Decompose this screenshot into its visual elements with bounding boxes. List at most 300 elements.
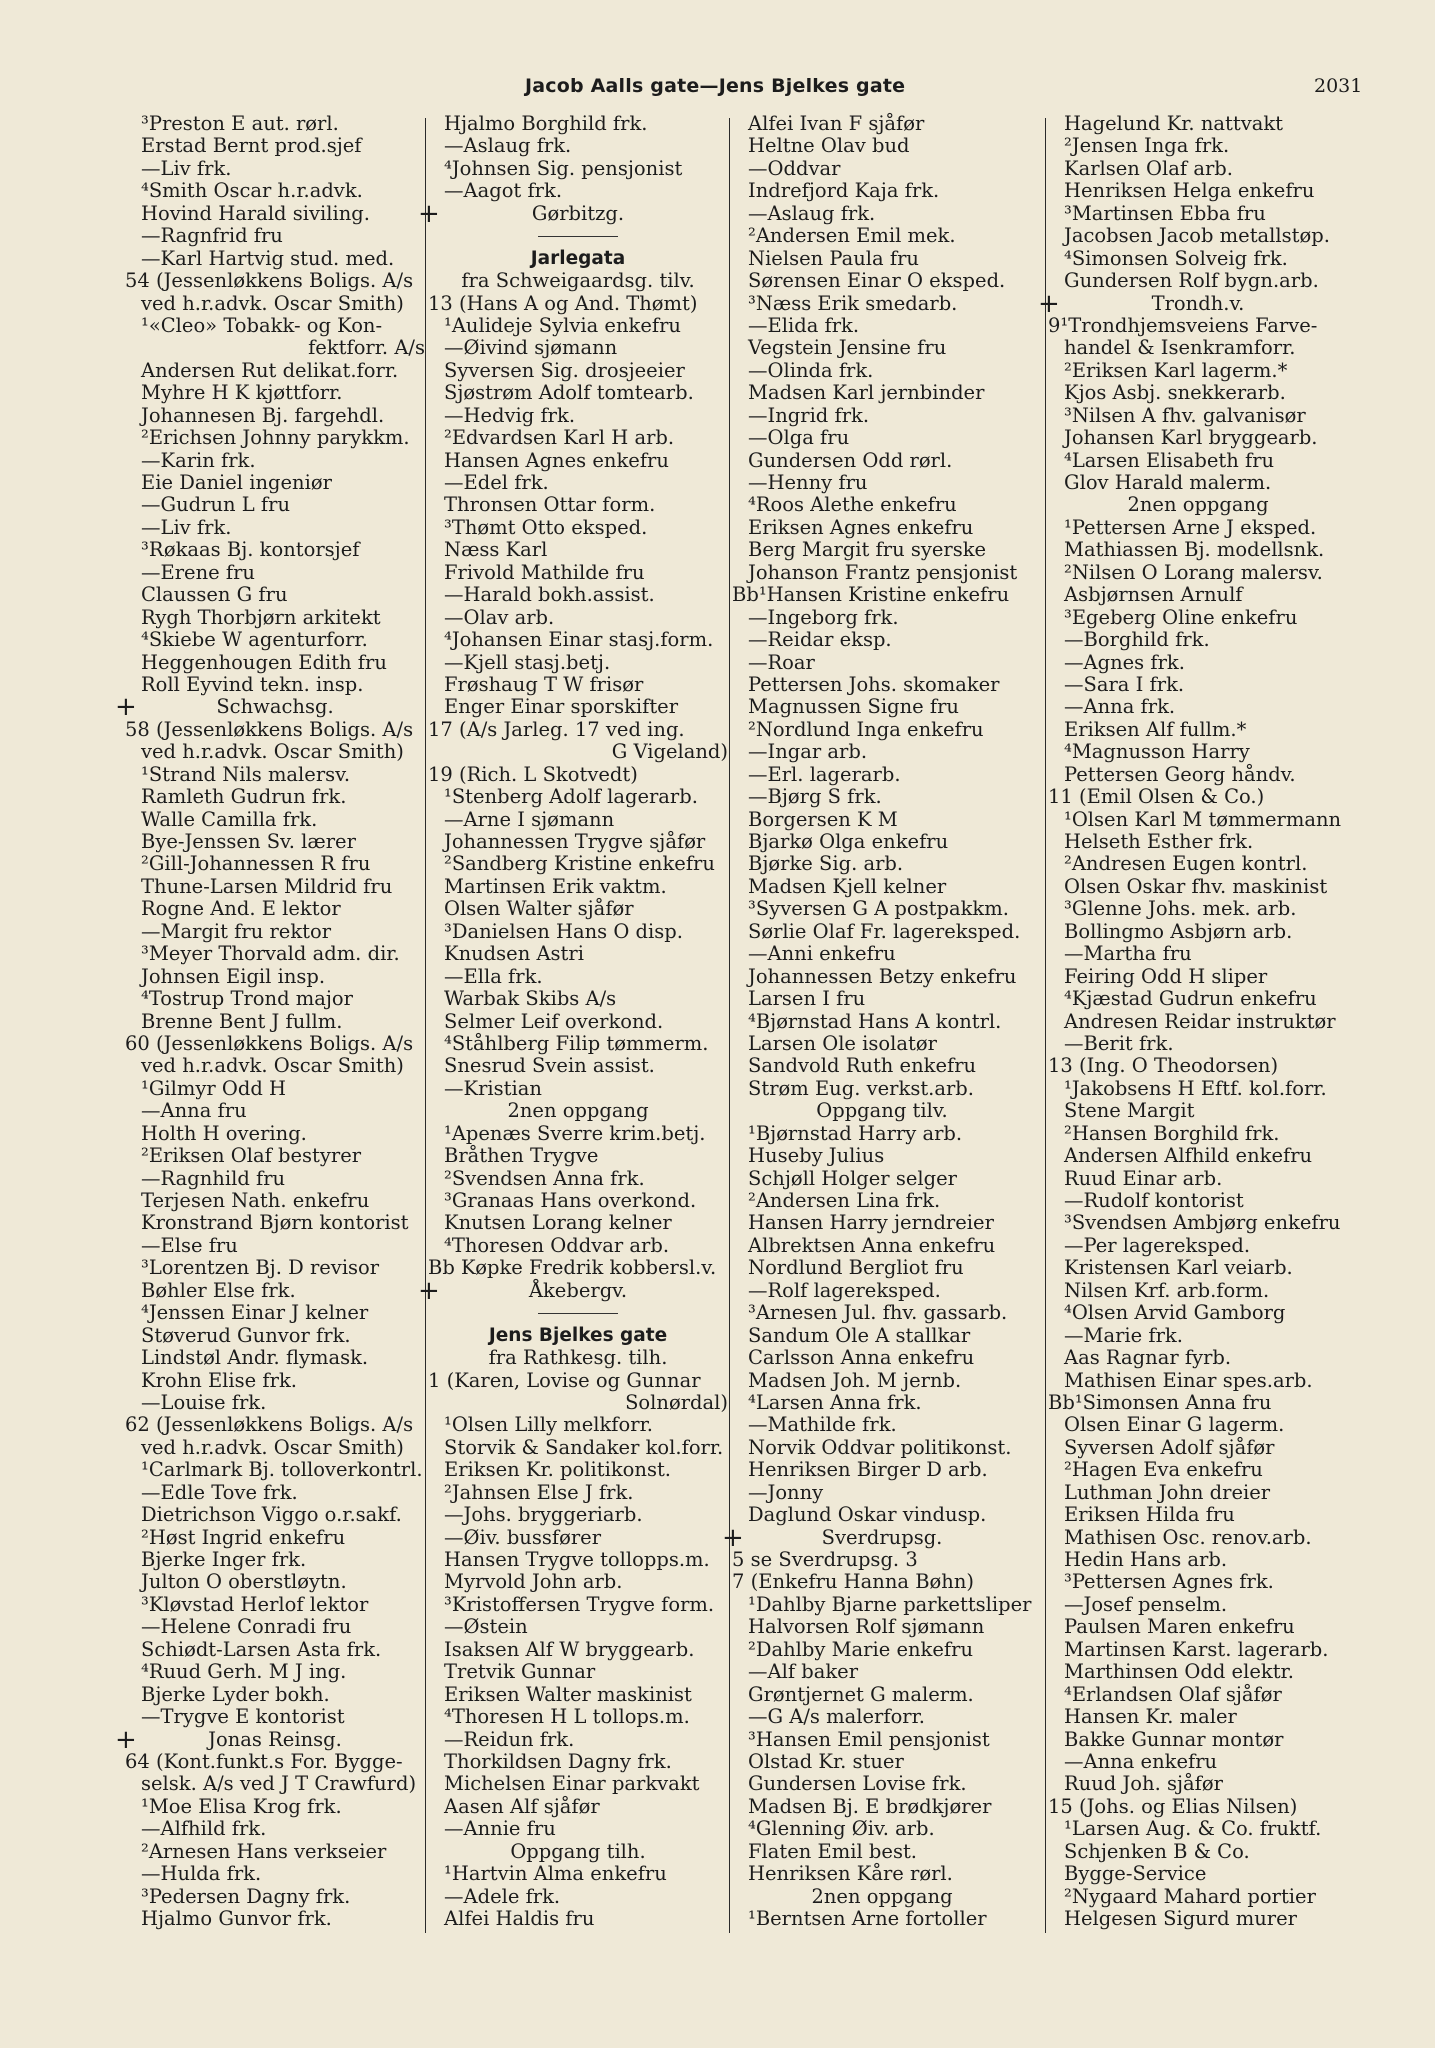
directory-entry: Kjos Asbj. snekkerarb. xyxy=(1064,381,1286,405)
directory-entry: —Olga fru xyxy=(748,426,850,450)
directory-entry: —Mathilde frk. xyxy=(748,1413,897,1437)
directory-entry: ³Røkaas Bj. kontorsjef xyxy=(141,538,360,562)
directory-entry: Ramleth Gudrun frk. xyxy=(141,785,347,809)
directory-entry: Sandum Ole A stallkar xyxy=(748,1323,971,1347)
directory-entry: Michelsen Einar parkvakt xyxy=(444,1772,700,1796)
directory-entry: —Erene fru xyxy=(141,560,255,584)
directory-entry: ²Sandberg Kristine enkefru xyxy=(444,852,715,876)
directory-entry: ⁴Skiebe W agenturforr. xyxy=(141,628,368,652)
directory-entry: Holth H overing. xyxy=(141,1121,307,1145)
directory-entry: Schjøll Holger selger xyxy=(748,1166,957,1190)
directory-entry: —Edle Tove frk. xyxy=(141,1480,298,1504)
directory-entry: Kristensen Karl veiarb. xyxy=(1064,1256,1293,1280)
directory-entry: Krohn Elise frk. xyxy=(141,1368,297,1392)
directory-entry: Pettersen Johs. skomaker xyxy=(748,672,1000,696)
directory-entry: Bye-Jenssen Sv. lærer xyxy=(141,830,356,853)
directory-entry: ³Syversen G A postpakkm. xyxy=(748,897,1009,921)
directory-entry: Bb¹Simonsen Anna fru xyxy=(1048,1390,1272,1414)
directory-entry: —Agnes frk. xyxy=(1064,650,1185,674)
directory-entry: ³Nilsen A fhv. galvanisør xyxy=(1064,403,1306,427)
directory-entry: ⁴Thoresen Oddvar arb. xyxy=(444,1233,670,1257)
directory-entry: Johannesen Bj. fargehdl. xyxy=(141,403,385,427)
directory-entry: Thronsen Ottar form. xyxy=(444,493,656,517)
directory-column-1 xyxy=(115,112,425,1930)
directory-entry: ¹Bjørnstad Harry arb. xyxy=(748,1121,963,1145)
directory-entry: Magnussen Signe fru xyxy=(748,695,959,719)
directory-entry: 17 (A/s Jarleg. 17 ved ing. xyxy=(428,717,685,741)
directory-entry: Henriksen Birger D arb. xyxy=(748,1458,988,1482)
directory-entry: Snesrud Svein assist. xyxy=(444,1054,655,1078)
directory-entry: Frivold Mathilde fru xyxy=(444,560,645,584)
directory-entry: Alfei Haldis fru xyxy=(444,1907,595,1930)
cross-icon: + xyxy=(115,692,137,723)
directory-entry: ⁴Thoresen H L tollops.m. xyxy=(444,1705,690,1729)
cross-icon: + xyxy=(722,1522,744,1553)
column-rule xyxy=(1045,118,1046,1933)
directory-entry: —Annie fru xyxy=(444,1817,556,1841)
directory-entry: 9¹Trondhjemsveiens Farve- xyxy=(1048,313,1318,337)
cross-icon: + xyxy=(1038,288,1060,319)
directory-entry: Ruud Einar arb. xyxy=(1064,1166,1223,1190)
directory-entry: 54 (Jessenløkkens Boligs. A/s xyxy=(125,269,414,293)
directory-entry: Feiring Odd H sliper xyxy=(1064,964,1268,988)
cross-street-name: Schwachsg. xyxy=(216,695,334,719)
directory-entry: —Jonny xyxy=(748,1480,824,1504)
directory-entry: Sørensen Einar O eksped. xyxy=(748,269,1006,293)
directory-entry: ⁴Larsen Anna frk. xyxy=(748,1390,922,1414)
directory-entry: ⁴Ruud Gerh. M J ing. xyxy=(141,1660,347,1684)
directory-entry: ²Jensen Inga frk. xyxy=(1064,134,1230,158)
directory-entry: —Erl. lagerarb. xyxy=(748,762,901,786)
directory-entry: ⁴Larsen Elisabeth fru xyxy=(1064,448,1275,472)
directory-column-2 xyxy=(418,112,728,1930)
directory-entry: —Margit fru rektor xyxy=(141,919,332,943)
directory-entry: ¹Moe Elisa Krog frk. xyxy=(141,1794,342,1818)
directory-entry: 13 (Ing. O Theodorsen) xyxy=(1048,1054,1279,1078)
directory-entry: Syversen Adolf sjåfør xyxy=(1064,1435,1275,1459)
directory-entry: ³Preston E aut. rørl. xyxy=(141,112,339,135)
directory-entry: Hagelund Kr. nattvakt xyxy=(1064,112,1283,135)
directory-entry: ²Dahlby Marie enkefru xyxy=(748,1637,974,1661)
directory-entry: ¹Apenæs Sverre krim.betj. xyxy=(444,1121,706,1145)
directory-entry: —Anna fru xyxy=(141,1099,247,1123)
directory-entry: Knudsen Astri xyxy=(444,942,584,966)
directory-entry: Knutsen Lorang kelner xyxy=(444,1211,672,1235)
directory-entry: 7 (Enkefru Hanna Bøhn) xyxy=(732,1570,975,1594)
directory-entry: ³Egeberg Oline enkefru xyxy=(1064,605,1298,629)
directory-entry: Borgersen K M xyxy=(748,807,898,831)
directory-entry: —Liv frk. xyxy=(141,156,232,180)
directory-entry: Solnørdal) xyxy=(625,1390,728,1414)
directory-entry: Ruud Joh. sjåfør xyxy=(1064,1772,1223,1796)
directory-entry: ⁴Smith Oscar h.r.advk. xyxy=(141,179,363,203)
directory-entry: ²Erichsen Johnny parykkm. xyxy=(141,426,410,450)
directory-entry: Hansen Kr. maler xyxy=(1064,1705,1237,1729)
directory-entry: Nordlund Bergliot fru xyxy=(748,1256,964,1280)
cross-street-marker xyxy=(115,1724,425,1755)
directory-entry: ²Andersen Emil mek. xyxy=(748,224,956,248)
directory-entry: ⁴Bjørnstad Hans A kontrl. xyxy=(748,1009,1002,1033)
directory-entry: Enger Einar sporskifter xyxy=(444,695,679,719)
cross-icon: + xyxy=(418,1275,440,1306)
directory-entry: —Marie frk. xyxy=(1064,1323,1183,1347)
directory-entry: —Østein xyxy=(444,1615,528,1639)
directory-entry: ved h.r.advk. Oscar Smith) xyxy=(141,1054,404,1078)
directory-entry: Gundersen Lovise frk. xyxy=(748,1772,967,1796)
directory-entry: ¹Stenberg Adolf lagerarb. xyxy=(444,785,698,809)
directory-entry: Larsen I fru xyxy=(748,987,866,1011)
directory-entry: ¹Pettersen Arne J eksped. xyxy=(1064,515,1317,539)
directory-entry: ²Eriksen Olaf bestyrer xyxy=(141,1144,362,1168)
directory-entry: —Harald bokh.assist. xyxy=(444,583,655,607)
directory-entry: ³Pedersen Dagny frk. xyxy=(141,1884,351,1908)
directory-entry: ¹Carlmark Bj. tolloverkontrl. xyxy=(141,1458,423,1482)
directory-entry: Johansen Karl bryggearb. xyxy=(1064,426,1318,450)
directory-entry: 1 (Karen, Lovise og Gunnar xyxy=(428,1368,701,1392)
directory-entry: —Aslaug frk. xyxy=(748,201,876,225)
directory-entry: ved h.r.advk. Oscar Smith) xyxy=(141,740,404,764)
directory-entry: —Hedvig frk. xyxy=(444,403,576,427)
directory-entry: —Ella frk. xyxy=(444,964,543,988)
directory-entry: ⁴Olsen Arvid Gamborg xyxy=(1064,1301,1286,1325)
cross-street-marker xyxy=(418,198,728,229)
directory-entry: Kronstrand Bjørn kontorist xyxy=(141,1211,409,1235)
directory-entry: —Adele frk. xyxy=(444,1884,561,1908)
directory-entry: ³Svendsen Ambjørg enkefru xyxy=(1064,1211,1341,1235)
directory-entry: Hjalmo Borghild frk. xyxy=(444,112,648,135)
directory-entry: ¹Larsen Aug. & Co. fruktf. xyxy=(1064,1817,1322,1841)
directory-entry: Helseth Esther frk. xyxy=(1064,830,1254,853)
directory-entry: ved h.r.advk. Oscar Smith) xyxy=(141,291,404,315)
directory-entry: Bjørke Sig. arb. xyxy=(748,852,904,876)
directory-entry: Jacobsen Jacob metallstøp. xyxy=(1064,224,1330,248)
cross-street-name: Gørbitzg. xyxy=(531,201,625,225)
section-divider xyxy=(428,225,728,247)
directory-entry: Bollingmo Asbjørn arb. xyxy=(1064,919,1293,943)
directory-entry: —Olinda frk. xyxy=(748,358,874,382)
directory-entry: Karlsen Olaf arb. xyxy=(1064,156,1233,180)
directory-entry: ¹Gilmyr Odd H xyxy=(141,1076,287,1100)
cross-street-name: Sverdrupsg. xyxy=(821,1525,943,1549)
directory-entry: —Alf baker xyxy=(748,1660,859,1684)
directory-entry: ²Nilsen O Lorang malersv. xyxy=(1064,560,1323,584)
directory-entry: —Oddvar xyxy=(748,156,841,180)
directory-entry: ³Granaas Hans overkond. xyxy=(444,1189,697,1212)
directory-entry: Olsen Oskar fhv. maskinist xyxy=(1064,874,1328,898)
directory-entry: Strøm Eug. verkst.arb. xyxy=(748,1076,974,1100)
directory-entry: Aasen Alf sjåfør xyxy=(444,1794,600,1818)
directory-entry: —Liv frk. xyxy=(141,515,232,539)
directory-entry: ²Hagen Eva enkefru xyxy=(1064,1458,1263,1482)
directory-entry: —Sara I frk. xyxy=(1064,672,1185,696)
directory-entry: ¹Berntsen Arne fortoller xyxy=(748,1907,987,1930)
directory-entry: Thorkildsen Dagny frk. xyxy=(444,1749,672,1773)
directory-entry: ¹Strand Nils malersv. xyxy=(141,762,351,786)
directory-entry: Isaksen Alf W bryggearb. xyxy=(444,1637,695,1661)
directory-entry: ⁴Roos Alethe enkefru xyxy=(748,493,957,517)
directory-entry: ³Arnesen Jul. fhv. gassarb. xyxy=(748,1301,1008,1325)
directory-entry: Daglund Oskar vindusp. xyxy=(748,1503,987,1527)
directory-entry: ²Hansen Borghild frk. xyxy=(1064,1121,1280,1145)
directory-entry: Mathisen Einar spes.arb. xyxy=(1064,1368,1313,1392)
directory-entry: ⁴Simonsen Solveig frk. xyxy=(1064,246,1288,270)
directory-entry: Madsen Joh. M jernb. xyxy=(748,1368,962,1392)
directory-entry: Frøshaug T W frisør xyxy=(444,672,644,696)
directory-entry: ⁴Magnusson Harry xyxy=(1064,740,1250,764)
directory-entry: Johannessen Trygve sjåfør xyxy=(444,830,706,853)
directory-entry: Hansen Trygve tollopps.m. xyxy=(444,1548,710,1571)
directory-entry: selsk. A/s ved J T Crawfurd) xyxy=(141,1772,417,1796)
directory-entry: Oppgang tilh. xyxy=(510,1839,646,1863)
cross-street-marker xyxy=(418,1275,728,1306)
directory-entry: Myrvold John arb. xyxy=(444,1570,623,1594)
directory-entry: Madsen Bj. E brødkjører xyxy=(748,1794,992,1818)
directory-entry: Hjalmo Gunvor frk. xyxy=(141,1907,332,1930)
street-heading: Jarlegata xyxy=(530,247,626,269)
directory-entry: 19 (Rich. L Skotvedt) xyxy=(428,762,638,786)
directory-entry: Bygge-Service xyxy=(1064,1862,1207,1886)
directory-entry: Larsen Ole isolatør xyxy=(748,1031,937,1055)
directory-entry: —Karin frk. xyxy=(141,448,256,472)
page-header xyxy=(0,75,1435,105)
directory-entry: Flaten Emil best. xyxy=(748,1839,917,1863)
directory-entry: Bøhler Else frk. xyxy=(141,1278,296,1302)
directory-entry: Lindstøl Andr. flymask. xyxy=(141,1346,369,1370)
directory-entry: ²Jahnsen Else J frk. xyxy=(444,1480,634,1504)
directory-entry: Brenne Bent J fullm. xyxy=(141,1009,343,1033)
directory-entry: —Reidar eksp. xyxy=(748,628,892,652)
directory-entry: Bråthen Trygve xyxy=(444,1144,599,1168)
directory-entry: 13 (Hans A og And. Thømt) xyxy=(428,291,698,315)
directory-entry: —Ingar arb. xyxy=(748,740,868,764)
directory-entry: Andersen Alfhild enkefru xyxy=(1064,1144,1313,1168)
directory-entry: Dietrichson Viggo o.r.sakf. xyxy=(141,1503,402,1527)
directory-entry: —Borghild frk. xyxy=(1064,628,1210,652)
directory-entry: ⁴Jenssen Einar J kelner xyxy=(141,1301,369,1325)
directory-entry: Schiødt-Larsen Asta frk. xyxy=(141,1637,382,1661)
directory-entry: G Vigeland) xyxy=(611,740,728,764)
directory-entry: —Bjørg S frk. xyxy=(748,785,882,809)
directory-entry: 11 (Emil Olsen & Co.) xyxy=(1048,785,1265,809)
directory-entry: Storvik & Sandaker kol.forr. xyxy=(444,1435,724,1459)
directory-entry: Johanson Frantz pensjonist xyxy=(748,560,1018,584)
directory-entry: ⁴Ståhlberg Filip tømmerm. xyxy=(444,1031,709,1055)
cross-street-name: Trondh.v. xyxy=(1151,291,1245,315)
directory-entry: ³Hansen Emil pensjonist xyxy=(748,1727,990,1751)
section-divider xyxy=(428,1302,728,1324)
directory-entry: ²Andersen Lina frk. xyxy=(748,1189,941,1212)
directory-entry: ⁴Johnsen Sig. pensjonist xyxy=(444,156,683,180)
directory-entry: ³Meyer Thorvald adm. dir. xyxy=(141,942,400,966)
directory-entry: ⁴Erlandsen Olaf sjåfør xyxy=(1064,1682,1282,1706)
directory-entry: —Hulda frk. xyxy=(141,1862,262,1886)
directory-entry: Tretvik Gunnar xyxy=(444,1660,596,1684)
directory-entry: Rygh Thorbjørn arkitekt xyxy=(141,605,381,629)
directory-entry: Bb¹Hansen Kristine enkefru xyxy=(732,583,1010,607)
directory-entry: Alfei Ivan F sjåfør xyxy=(748,112,925,135)
directory-entry: —Rolf lagereksped. xyxy=(748,1278,941,1302)
directory-entry: Hovind Harald siviling. xyxy=(141,201,370,225)
directory-entry: Madsen Kjell kelner xyxy=(748,874,947,898)
directory-entry: Heggenhougen Edith fru xyxy=(141,650,387,674)
directory-entry: —Roar xyxy=(748,650,815,674)
directory-entry: Mathisen Osc. renov.arb. xyxy=(1064,1525,1312,1549)
cross-street-marker xyxy=(722,1522,1032,1553)
directory-entry: —Else fru xyxy=(141,1233,238,1257)
directory-entry: Vegstein Jensine fru xyxy=(748,336,947,360)
directory-entry: Berg Margit fru syerske xyxy=(748,538,987,562)
directory-entry: Nielsen Paula fru xyxy=(748,246,919,270)
directory-entry: Walle Camilla frk. xyxy=(141,807,318,831)
directory-entry: Eriksen Walter maskinist xyxy=(444,1682,692,1706)
directory-entry: Carlsson Anna enkefru xyxy=(748,1346,975,1370)
directory-entry: Thune-Larsen Mildrid fru xyxy=(141,874,393,898)
directory-entry: —Aagot frk. xyxy=(444,179,563,203)
directory-entry: Eriksen Alf fullm.* xyxy=(1064,717,1247,741)
directory-entry: Marthinsen Odd elektr. xyxy=(1064,1660,1294,1684)
directory-entry: 2nen oppgang xyxy=(811,1884,953,1908)
directory-entry: —Gudrun L fru xyxy=(141,493,291,517)
directory-entry: Henriksen Kåre rørl. xyxy=(748,1862,953,1886)
directory-entry: —Kjell stasj.betj. xyxy=(444,650,611,674)
cross-icon: + xyxy=(115,1724,137,1755)
directory-entry: ³Martinsen Ebba fru xyxy=(1064,201,1266,225)
directory-entry: —Kristian xyxy=(444,1076,542,1100)
directory-entry: —Ragnhild fru xyxy=(141,1166,286,1190)
directory-entry: 64 (Kont.funkt.s For. Bygge- xyxy=(125,1749,403,1773)
directory-entry: 15 (Johs. og Elias Nilsen) xyxy=(1048,1794,1298,1818)
directory-entry: —Anna enkefru xyxy=(1064,1749,1218,1773)
directory-entry: Luthman John dreier xyxy=(1064,1480,1271,1504)
directory-entry: —Helene Conradi fru xyxy=(141,1615,352,1639)
directory-entry: —Ingeborg frk. xyxy=(748,605,899,629)
directory-entry: 58 (Jessenløkkens Boligs. A/s xyxy=(125,717,414,741)
directory-entry: 2nen oppgang xyxy=(507,1099,649,1123)
directory-entry: Eriksen Agnes enkefru xyxy=(748,515,974,539)
directory-entry: Bjerke Lyder bokh. xyxy=(141,1682,330,1706)
directory-entry: ²Nygaard Mahard portier xyxy=(1064,1884,1316,1908)
directory-entry: —Olav arb. xyxy=(444,605,555,629)
directory-entry: Oppgang tilv. xyxy=(816,1099,948,1123)
directory-entry: Bb Køpke Fredrik kobbersl.v. xyxy=(428,1256,717,1280)
directory-entry: Sandvold Ruth enkefru xyxy=(748,1054,977,1078)
directory-entry: —Ingrid frk. xyxy=(748,403,870,427)
directory-entry: ²Nordlund Inga enkefru xyxy=(748,717,984,741)
directory-entry: Claussen G fru xyxy=(141,583,288,607)
directory-entry: fra Schweigaardsg. tilv. xyxy=(461,269,695,293)
directory-entry: Gundersen Odd rørl. xyxy=(748,448,953,472)
directory-entry: handel & Isenkramforr. xyxy=(1064,336,1296,360)
directory-entry: fra Rathkesg. tilh. xyxy=(488,1346,668,1370)
directory-entry: Stene Margit xyxy=(1064,1099,1195,1123)
directory-entry: —Reidun frk. xyxy=(444,1727,575,1751)
page-number: 2031 xyxy=(1314,75,1363,97)
directory-entry: Heltne Olav bud xyxy=(748,134,910,158)
directory-entry: —Martha fru xyxy=(1064,942,1192,966)
directory-entry: —Rudolf kontorist xyxy=(1064,1189,1244,1212)
directory-entry: Norvik Oddvar politikonst. xyxy=(748,1435,1012,1459)
directory-entry: —Karl Hartvig stud. med. xyxy=(141,246,395,270)
directory-entry: Syversen Sig. drosjeeier xyxy=(444,358,685,382)
directory-entry: Julton O oberstløytn. xyxy=(141,1570,347,1594)
directory-entry: ved h.r.advk. Oscar Smith) xyxy=(141,1435,404,1459)
directory-entry: ²Edvardsen Karl H arb. xyxy=(444,426,675,450)
directory-entry: —Arne I sjømann xyxy=(444,807,615,831)
directory-entry: ³Kristoffersen Trygve form. xyxy=(444,1592,715,1616)
directory-entry: Nilsen Krf. arb.form. xyxy=(1064,1278,1270,1302)
directory-entry: —Alfhild frk. xyxy=(141,1817,267,1841)
directory-entry: ²Eriksen Karl lagerm.* xyxy=(1064,358,1288,382)
cross-street-marker xyxy=(115,692,425,723)
directory-entry: Bjerke Inger frk. xyxy=(141,1548,307,1571)
directory-entry: Sjøstrøm Adolf tomtearb. xyxy=(444,381,694,405)
directory-entry: 2nen oppgang xyxy=(1127,493,1269,517)
directory-entry: Eie Daniel ingeniør xyxy=(141,471,332,494)
directory-entry: —Øiv. bussfører xyxy=(444,1525,602,1549)
directory-entry: ²Andresen Eugen kontrl. xyxy=(1064,852,1308,876)
directory-entry: Asbjørnsen Arnulf xyxy=(1064,583,1243,607)
directory-entry: Hedin Hans arb. xyxy=(1064,1548,1228,1571)
directory-entry: —Ragnfrid fru xyxy=(141,224,283,248)
directory-entry: ⁴Glenning Øiv. arb. xyxy=(748,1817,935,1841)
directory-entry: ¹Hartvin Alma enkefru xyxy=(444,1862,667,1886)
directory-entry: Helgesen Sigurd murer xyxy=(1064,1907,1297,1930)
directory-entry: Eriksen Kr. politikonst. xyxy=(444,1458,671,1482)
directory-entry: Terjesen Nath. enkefru xyxy=(141,1189,370,1212)
column-rule xyxy=(425,118,426,1933)
directory-entry: —Aslaug frk. xyxy=(444,134,572,158)
directory-entry: Grøntjernet G malerm. xyxy=(748,1682,974,1706)
directory-entry: —Johs. bryggeriarb. xyxy=(444,1503,643,1527)
directory-entry: Glov Harald malerm. xyxy=(1064,471,1272,494)
directory-entry: Madsen Karl jernbinder xyxy=(748,381,985,405)
directory-entry: ¹«Cleo» Tobakk- og Kon- xyxy=(141,313,383,337)
directory-entry: Indrefjord Kaja frk. xyxy=(748,179,940,203)
directory-entry: Olsen Walter sjåfør xyxy=(444,897,634,921)
directory-entry: ²Svendsen Anna frk. xyxy=(444,1166,645,1190)
directory-entry: Roll Eyvind tekn. insp. xyxy=(141,672,364,696)
directory-entry: fektforr. A/s xyxy=(308,336,425,360)
directory-entry: Martinsen Erik vaktm. xyxy=(444,874,667,898)
directory-entry: ¹Jakobsens H Eftf. kol.forr. xyxy=(1064,1076,1327,1100)
directory-entry: Aas Ragnar fyrb. xyxy=(1064,1346,1232,1370)
directory-entry: —Anni enkefru xyxy=(748,942,896,966)
directory-entry: —Anna frk. xyxy=(1064,695,1176,719)
directory-entry: Halvorsen Rolf sjømann xyxy=(748,1615,985,1639)
directory-entry: Selmer Leif overkond. xyxy=(444,1009,664,1033)
running-title: Jacob Aalls gate—Jens Bjelkes gate xyxy=(525,75,906,97)
directory-entry: 5 se Sverdrupsg. 3 xyxy=(732,1548,918,1571)
directory-entry: Bakke Gunnar montør xyxy=(1064,1727,1284,1751)
directory-entry: ³Glenne Johs. mek. arb. xyxy=(1064,897,1297,921)
cross-street-name: Åkebergv. xyxy=(528,1278,628,1302)
directory-entry: ⁴Kjæstad Gudrun enkefru xyxy=(1064,987,1317,1011)
directory-entry: ⁴Johansen Einar stasj.form. xyxy=(444,628,714,652)
directory-entry: Næss Karl xyxy=(444,538,548,562)
directory-column-4 xyxy=(1038,112,1348,1930)
directory-entry: —Trygve E kontorist xyxy=(141,1705,345,1729)
directory-entry: 60 (Jessenløkkens Boligs. A/s xyxy=(125,1031,414,1055)
directory-entry: Paulsen Maren enkefru xyxy=(1064,1615,1295,1639)
directory-entry: ⁴Tostrup Trond major xyxy=(141,987,353,1011)
directory-entry: ²Arnesen Hans verkseier xyxy=(141,1839,387,1863)
directory-entry: Schjenken B & Co. xyxy=(1064,1839,1250,1863)
directory-entry: Johannessen Betzy enkefru xyxy=(748,964,1017,988)
directory-entry: Huseby Julius xyxy=(748,1144,885,1168)
street-heading: Jens Bjelkes gate xyxy=(488,1324,668,1346)
directory-entry: —Elida frk. xyxy=(748,313,860,337)
directory-entry: Eriksen Hilda fru xyxy=(1064,1503,1235,1527)
